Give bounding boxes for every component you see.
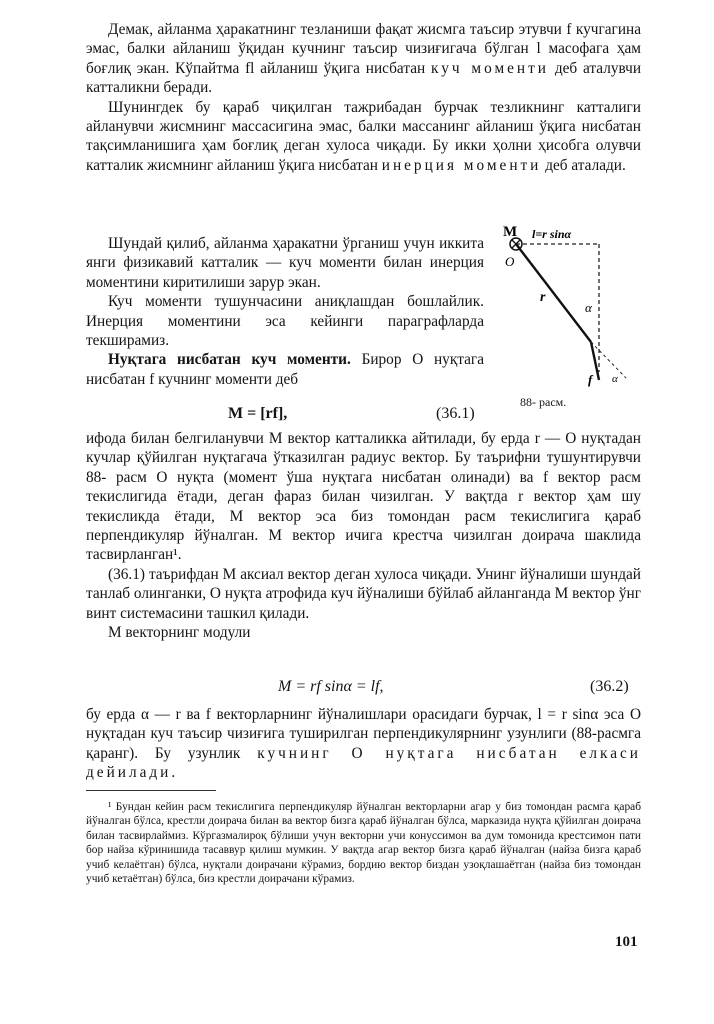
label-lever-arm: l=r sinα — [532, 227, 572, 241]
para4: Куч моменти тушунчасини аниқлашдан бошлайлик. Инерция моментини эса кейинги параграфларда текширамиз. — [86, 293, 484, 350]
para9-emphasis: кучнинг O нуқтага нисбатан елкаси — [257, 744, 641, 762]
paragraph-definition — [86, 429, 641, 642]
label-f: f — [588, 372, 593, 387]
figure-88 — [496, 222, 646, 397]
paragraph-lever-arm — [86, 705, 641, 783]
para5: Бирор O нуқтага нисбатан f кучнинг моменти деб — [86, 351, 484, 388]
equation-36-1-number: (36.1) — [436, 405, 475, 422]
label-alpha-top: α — [585, 300, 592, 315]
para7: (36.1) таърифдан M аксиал вектор деган хулоса чиқади. Унинг йўналиши шундай танлаб олинганки, O нуқта атрофида куч йўналиши бўйлаб айланганда M вектор ўнг винт системасини ташкил қилади. — [86, 565, 641, 622]
radius-vector-line — [516, 244, 591, 342]
label-r: r — [540, 290, 546, 305]
para6: ифода билан белгиланувчи M вектор катталикка айтилади, бу ерда r — O нуқтадан кучлар қўйилган нуқтагача ўтказилган радиус вектор. Бу таърифни тушунтирувчи 88- расм O нуқта (момент ўша нуқтага нисбатан олинади) ва f вектор расм текислигида ётади, деган фараз билан чизилган. У вақтда r вектор ҳам шу текисликда ётади, M вектор эса биз томондан расм текислигига қараб перпендикуляр йўналган. M вектор ичига крестча чизилган доирача шаклида тасвирланган¹. — [86, 430, 641, 564]
equation-36-2-number: (36.2) — [590, 678, 629, 695]
para9-tail: дейилади. — [86, 764, 179, 782]
footnote — [86, 800, 641, 886]
paragraph-narrow-column — [86, 234, 484, 389]
figure-caption: 88- расм. — [520, 395, 567, 409]
label-M: M — [503, 224, 518, 240]
para2-emphasis: инерция моменти — [381, 156, 542, 174]
para1-text: Демак, айланма ҳаракатнинг тезланиши фақат жисмга таъсир этувчи f кучгагина эмас, балки айланиш ўқидан кучнинг таъсир чизиғигача бўлган l масофага ҳам боғлиқ экан. Кўпайтма fl айланиш ўқига нисбатан — [86, 21, 641, 77]
para8: M векторнинг модули — [108, 624, 251, 642]
footnote-text: ¹ Бундан кейин расм текислигига перпендикуляр йўналган векторларни агар у биз томондан расмга қараб йўналган бўлса, крестли доирача билан ва вектор бизга қараб йўналган бўлса, марказида нуқта қўйилган доирача билан тасвирлаймиз. Кўргазмалироқ бўлиши учун векторни учи конуссимон ва дум томонида крестсимон пати бор найза кўринишида тасаввур қилиш мумкин. У вақтда агар вектор бизга қараб йўналган (найза бизга қараб учиб келаётган) бўлса, нуқтали доирачани кўрамиз, бордию вектор биздан узоқлашаётган (найза биз томондан учиб кетаётган) бўлса, биз крестли доирачани кўрамиз. — [86, 801, 641, 886]
paragraph-torque-intro — [86, 20, 641, 175]
equation-36-1: M = [rf], — [228, 405, 288, 422]
page-number: 101 — [615, 934, 638, 950]
label-O: O — [505, 254, 515, 269]
para9-text: бу ерда α — r ва f векторларнинг йўналишлари орасидаги бурчак, l = r sinα эса O нуқтадан куч таъсир чизиғига туширилган перпендикулярнинг узунлиги (88-расмга қаранг). Бу узунлик — [86, 706, 641, 762]
para2-tail: деб аталади. — [545, 156, 626, 174]
label-alpha-bottom: α — [612, 373, 618, 385]
section-heading: Нуқтага нисбатан куч моменти. — [108, 351, 351, 369]
equation-36-2: M = rf sinα = lf, — [278, 678, 384, 695]
para1-emphasis: куч моменти — [431, 59, 549, 77]
para3: Шундай қилиб, айланма ҳаракатни ўрганиш учун иккита янги физикавий катталик — куч моменти билан инерция моментини киритилиши зарур экан. — [86, 235, 484, 291]
footnote-divider — [86, 790, 216, 791]
para2-text: Шунингдек бу қараб чиқилган тажрибадан бурчак тезликнинг катталиги айланувчи жисмнинг массасигина эмас, балки массанинг айланиш ўқига нисбатан тақсимланишига ҳам боғлиқ деган хулоса чиқади. Бу икки ҳолни ҳисобга олувчи катталик жисмнинг айланиш ўқига нисбатан — [86, 98, 641, 174]
para1-tail: деб аталувчи катталикни беради. — [86, 59, 642, 97]
